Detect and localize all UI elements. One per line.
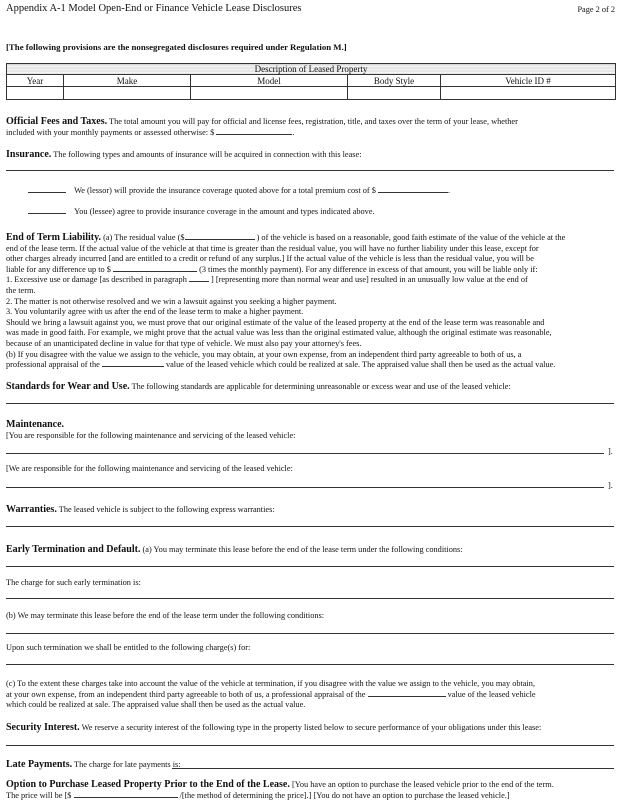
wear-use-line[interactable] (6, 403, 614, 404)
early-termination-text: (a) You may terminate this lease before the end of the lease term under the following conditions: (140, 545, 463, 554)
late-payments-section (6, 760, 181, 771)
early-termination-conditions-line[interactable] (6, 566, 614, 567)
security-interest-line[interactable] (6, 745, 614, 746)
end-of-term-line-8: 3. You voluntarily agree with us after the end of the lease term to make a higher payment. (6, 307, 304, 317)
end-of-term-line-1a: (a) The residual value ($ (101, 233, 185, 242)
termination-appraisal-text (6, 679, 618, 711)
insurance-heading: Insurance. (6, 149, 52, 160)
end-of-term-line-13b: value of the leased vehicle which could be realized at sale. The appraised value shall then be used as the actual value. (165, 360, 556, 370)
end-of-term-section (6, 233, 618, 371)
column-header-make: Make (64, 75, 191, 87)
page-number: Page 2 of 2 (577, 5, 615, 14)
end-of-term-line-3: other charges already incurred [and are entitled to a credit or refund of any surplus.] If the actual value of the vehicle is less than the residual value, you will be (6, 254, 534, 264)
purchase-option-section (6, 780, 618, 801)
end-of-term-line-11: because of an unanticipated decline in value for that type of vehicle. We must also pay your attorney's fees. (6, 338, 362, 348)
residual-value-field[interactable] (185, 239, 255, 240)
official-fees-amount-field[interactable] (216, 134, 292, 135)
column-header-year: Year (7, 75, 64, 87)
maintenance-lessor-line[interactable] (6, 487, 604, 488)
purchase-price-field[interactable] (74, 797, 178, 798)
wear-use-text: The following standards are applicable for determining unreasonable or excess wear and use of the leased vehicle: (129, 382, 511, 391)
column-header-vehicle-id: Vehicle ID # (441, 75, 616, 87)
appraisal-line-2b: value of the leased vehicle (447, 689, 536, 699)
warranties-heading: Warranties. (6, 504, 57, 515)
security-interest-text: We reserve a security interest of the following type in the property listed below to secure performance of your obligations under this lease: (79, 723, 542, 732)
termination-charges-line[interactable] (6, 664, 614, 665)
intro-note: [The following provisions are the nonsegregated disclosures required under Regulation M.] (6, 42, 347, 52)
end-of-term-line-1b: ) of the vehicle is based on a reasonable, good faith estimate of the value of the vehicle at the (256, 233, 566, 242)
security-interest-section (6, 723, 541, 734)
end-of-term-line-12: (b) If you disagree with the value we assign to the vehicle, you may obtain, at your own expense, from an independent third party agreeable to both of us, a (6, 349, 522, 359)
warranties-text: The leased vehicle is subject to the following express warranties: (56, 505, 275, 514)
end-of-term-line-4b: (3 times the monthly payment). For any difference in excess of that amount, you will be liable only if: (199, 264, 538, 274)
termination-charges-text: Upon such termination we shall be entitled to the following charge(s) for: (6, 643, 251, 652)
table-title: Description of Leased Property (7, 64, 616, 75)
early-termination-charge-text: The charge for such early termination is: (6, 578, 141, 587)
wear-use-heading: Standards for Wear and Use. (6, 381, 130, 392)
maintenance-lessee-close: ]. (608, 447, 613, 456)
lessor-insurance-option (28, 186, 450, 197)
late-payments-heading: Late Payments. (6, 759, 73, 770)
paragraph-ref-field[interactable] (189, 281, 209, 282)
maintenance-lessor-close: ]. (608, 481, 613, 490)
maintenance-heading: Maintenance. (6, 419, 65, 430)
column-header-body-style: Body Style (348, 75, 441, 87)
appraisal-line-2a: at your own expense, from an independent third party agreeable to both of us, a professional appraisal of the (6, 689, 366, 699)
official-fees-text: The total amount you will pay for official and license fees, registration, title, and taxes over the term of your lease, whether (107, 117, 518, 126)
liability-limit-field[interactable] (113, 271, 197, 272)
leased-property-table (6, 63, 616, 100)
lessor-insurance-text: We (lessor) will provide the insurance coverage quoted above for a total premium cost of $ (74, 186, 376, 195)
official-fees-heading: Official Fees and Taxes. (6, 116, 108, 127)
lessor-termination-text: (b) We may terminate this lease before the end of the lease term under the following conditions: (6, 611, 325, 620)
purchase-option-heading: Option to Purchase Leased Property Prior to the End of the Lease. (6, 779, 290, 790)
lessee-check-field[interactable] (28, 213, 66, 214)
official-fees-text-2: included with your monthly payments or assessed otherwise: $ (6, 127, 215, 137)
maintenance-lessee-text: [You are responsible for the following maintenance and servicing of the leased vehicle: (6, 431, 296, 440)
insurance-text: The following types and amounts of insurance will be acquired in connection with this lease: (51, 150, 362, 159)
column-header-model: Model (191, 75, 348, 87)
insurance-line[interactable] (6, 170, 614, 171)
end-of-term-heading: End of Term Liability. (6, 232, 102, 243)
termination-appraisal-field[interactable] (368, 696, 446, 697)
warranties-line[interactable] (6, 526, 614, 527)
end-of-term-line-10: was made in good faith. For example, we might prove that the actual value was less than the original estimated value, although the original estimate was reasonable, (6, 328, 552, 338)
end-of-term-line-13a: professional appraisal of the (6, 360, 100, 370)
purchase-price-text: /[the method of determining the price].] [You do not have an option to purchase the leased vehicle.] (179, 790, 510, 800)
model-cell[interactable] (191, 87, 348, 100)
late-payments-line[interactable] (172, 768, 614, 769)
early-termination-section (6, 545, 463, 556)
end-of-term-line-9: Should we bring a lawsuit against you, we must prove that our original estimate of the value of the leased property at the end of the lease term was reasonable and (6, 317, 545, 327)
purchase-price-label: The price will be [$ (6, 790, 72, 800)
premium-cost-field[interactable] (378, 192, 448, 193)
end-of-term-line-5b: ] [representing more than normal wear and use] resulted in an unusually low value at the end of (211, 275, 528, 285)
late-payments-text: The charge for late payments is: (72, 760, 181, 769)
maintenance-lessor-text: [We are responsible for the following maintenance and servicing of the leased vehicle: (6, 464, 293, 473)
early-termination-heading: Early Termination and Default. (6, 544, 141, 555)
lessee-insurance-option (28, 207, 375, 218)
purchase-option-text: [You have an option to purchase the leased vehicle prior to the end of the term. (289, 780, 554, 789)
lessor-period: . (448, 186, 451, 195)
end-of-term-line-7: 2. The matter is not otherwise resolved and we win a lawsuit against you seeking a higher payment. (6, 296, 337, 306)
maintenance-lessee-line[interactable] (6, 453, 604, 454)
year-cell[interactable] (7, 87, 64, 100)
appraisal-type-field[interactable] (102, 366, 164, 367)
lessor-check-field[interactable] (28, 192, 66, 193)
end-of-term-line-5a: 1. Excessive use or damage [as described in paragraph (6, 275, 187, 285)
end-of-term-line-6: the term. (6, 285, 36, 295)
insurance-section (6, 150, 362, 161)
make-cell[interactable] (64, 87, 191, 100)
warranties-section (6, 505, 275, 516)
vehicle-id-cell[interactable] (441, 87, 616, 100)
body-style-cell[interactable] (348, 87, 441, 100)
lessor-termination-line[interactable] (6, 633, 614, 634)
wear-use-section (6, 382, 511, 393)
official-fees-section (6, 117, 616, 138)
early-termination-charge-line[interactable] (6, 598, 614, 599)
end-of-term-line-2: end of the lease term. If the actual value of the vehicle at that time is greater than the residual value, you will have no further liability under this lease, except for (6, 243, 539, 253)
end-of-term-line-4a: liable for any difference up to $ (6, 264, 111, 274)
document-title: Appendix A-1 Model Open-End or Finance Vehicle Lease Disclosures (6, 3, 302, 14)
appraisal-line-1: (c) To the extent these charges take into account the value of the vehicle at termination, if you disagree with the value we assign to the vehicle, you may obtain, (6, 679, 536, 688)
official-fees-period: . (292, 127, 295, 137)
appraisal-line-3: which could be realized at sale. The appraised value shall then be used as the actual value. (6, 700, 306, 710)
lessee-insurance-text: You (lessee) agree to provide insurance coverage in the amount and types indicated above. (74, 207, 375, 216)
security-interest-heading: Security Interest. (6, 722, 80, 733)
